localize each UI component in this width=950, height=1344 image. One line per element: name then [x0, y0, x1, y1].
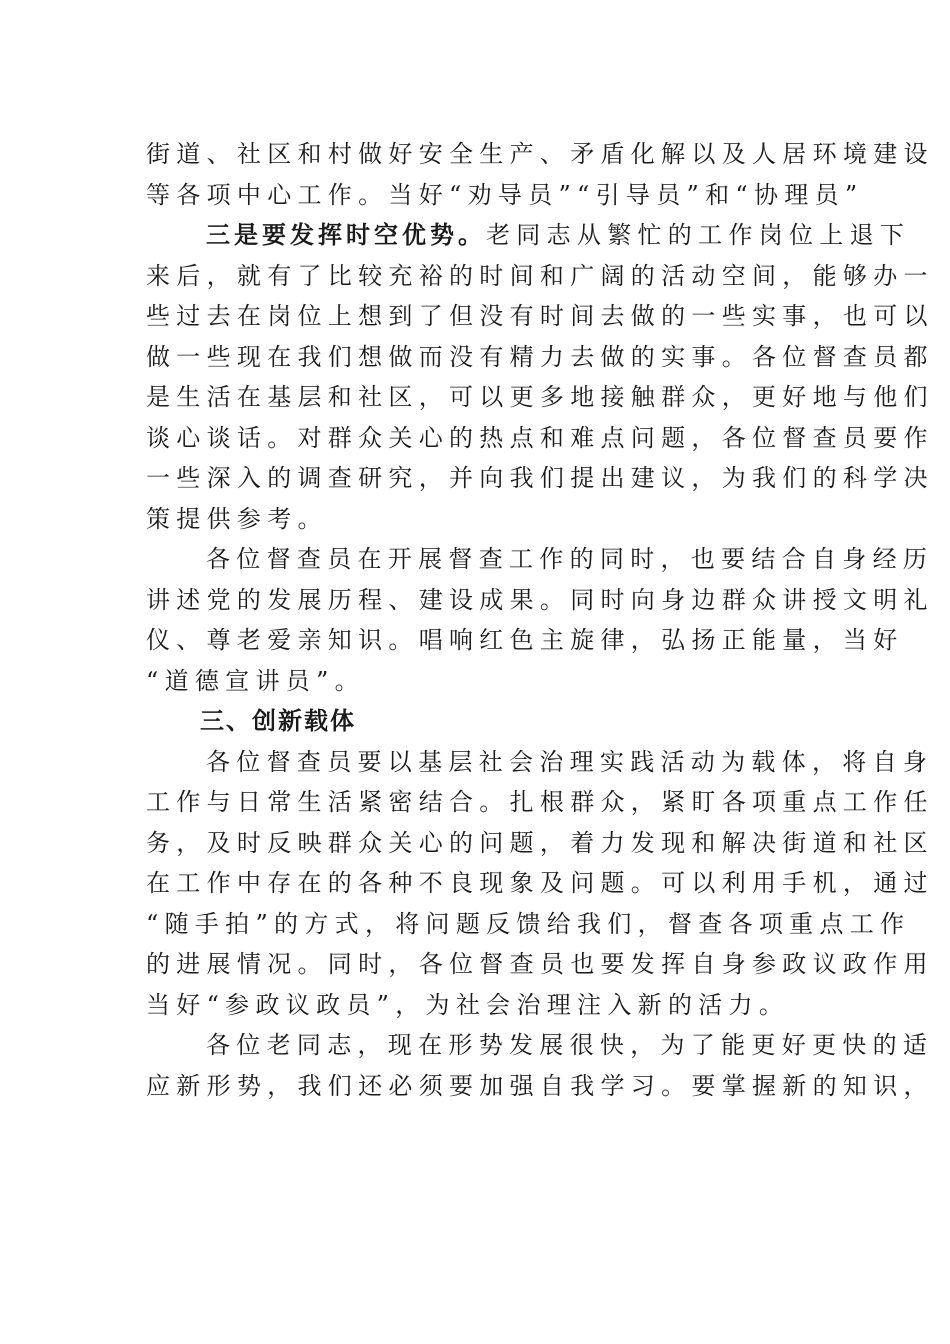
paragraph-body: [146, 742, 934, 1026]
text-line: 街道、社区和村做好安全生产、矛盾化解以及人居环境建设: [146, 140, 934, 168]
text-line: 仪、尊老爱亲知识。唱响红色主旋律，弘扬正能量，当好: [146, 626, 904, 654]
section-heading: 三、创新载体: [200, 707, 356, 735]
text-line: 的进展情况。同时，各位督查员也要发挥自身参政议政作用: [146, 950, 934, 978]
text-line: 当好“参政议政员”，为社会治理注入新的活力。: [146, 990, 790, 1019]
text-line: 来后，就有了比较充裕的时间和广阔的活动空间，能够办一: [146, 261, 934, 290]
text-line: 策提供参考。: [146, 504, 328, 533]
paragraph-continuation: [146, 134, 934, 215]
text-line: 讲述党的发展历程、建设成果。同时向身边群众讲授文明礼: [146, 585, 934, 614]
text-line: 是生活在基层和社区，可以更多地接触群众，更好地与他们: [146, 383, 934, 411]
point-lead-rest: 老同志从繁忙的工作岗位上退下: [486, 221, 911, 249]
paragraph-body: [146, 1025, 934, 1106]
point-lead-bold: 三是要发挥时空优势。: [206, 221, 486, 249]
text-line: 各位督查员在开展督查工作的同时，也要结合自身经历: [206, 545, 934, 573]
text-line: [146, 215, 911, 256]
paragraph-point-three: [146, 215, 934, 539]
document-page: [146, 134, 934, 1106]
text-line: 做一些现在我们想做而没有精力去做的实事。各位督查员都: [146, 342, 934, 371]
text-line: 谈心谈话。对群众关心的热点和难点问题，各位督查员要作: [146, 423, 934, 452]
text-line: 在工作中存在的各种不良现象及问题。可以利用手机，通过: [146, 869, 934, 897]
text-line: 些过去在岗位上想到了但没有时间去做的一些实事，也可以: [146, 302, 934, 330]
text-line: 各位督查员要以基层社会治理实践活动为载体，将自身: [206, 747, 934, 776]
text-line: 务，及时反映群众关心的问题，着力发现和解决街道和社区: [146, 828, 934, 857]
text-line: 工作与日常生活紧密结合。扎根群众，紧盯各项重点工作任: [146, 788, 934, 816]
text-line: 各位老同志，现在形势发展很快，为了能更好更快的适: [206, 1031, 934, 1059]
text-line: 应新形势，我们还必须要加强自我学习。要掌握新的知识，: [146, 1071, 934, 1100]
paragraph-body: [146, 539, 934, 701]
text-line: 等各项中心工作。当好“劝导员”“引导员”和“协理员”: [146, 180, 864, 209]
text-line: “道德宣讲员”。: [146, 666, 365, 695]
text-line: “随手拍”的方式，将问题反馈给我们，督查各项重点工作: [146, 909, 911, 938]
text-line: 一些深入的调查研究，并向我们提出建议，为我们的科学决: [146, 464, 934, 492]
